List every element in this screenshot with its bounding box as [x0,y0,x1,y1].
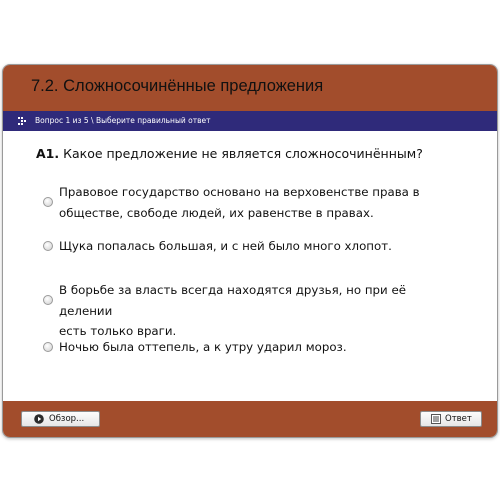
option-text [59,182,459,223]
list-icon [431,414,441,424]
title-bar [3,65,497,111]
radio-button[interactable] [43,342,53,352]
option-line: есть только враги. [59,324,177,338]
play-circle-icon [34,414,44,424]
option-line: Ночью была оттепель, а к утру ударил мороз. [59,340,347,354]
option-text [59,236,459,257]
chevron-arrow-icon [18,116,28,126]
quiz-window [2,64,498,438]
option-line: Щука попалась большая, и с ней было много хлопот. [59,239,392,253]
option-line: Правовое государство основано на верховенстве права в [59,185,420,199]
question-prompt [36,146,423,161]
overview-button-label: Обзор... [49,414,85,424]
radio-button[interactable] [43,295,53,305]
option-text [59,280,459,342]
question-text: Какое предложение не является сложносочинённым? [63,146,423,161]
answer-button-label: Ответ [445,414,472,424]
page-title: 7.2. Сложносочинённые предложения [31,77,324,95]
option-line: В борьбе за власть всегда находятся друзья, но при её делении [59,283,406,318]
radio-button[interactable] [43,197,53,207]
question-number: А1. [36,146,60,161]
question-status: Вопрос 1 из 5 \ Выберите правильный ответ [35,116,211,125]
status-bar [3,111,497,131]
radio-button[interactable] [43,241,53,251]
option-text [59,337,459,358]
overview-button[interactable] [21,411,100,427]
bottom-bar [3,401,497,437]
answer-button[interactable] [420,411,482,427]
option-line: обществе, свободе людей, их равенстве в правах. [59,205,374,220]
